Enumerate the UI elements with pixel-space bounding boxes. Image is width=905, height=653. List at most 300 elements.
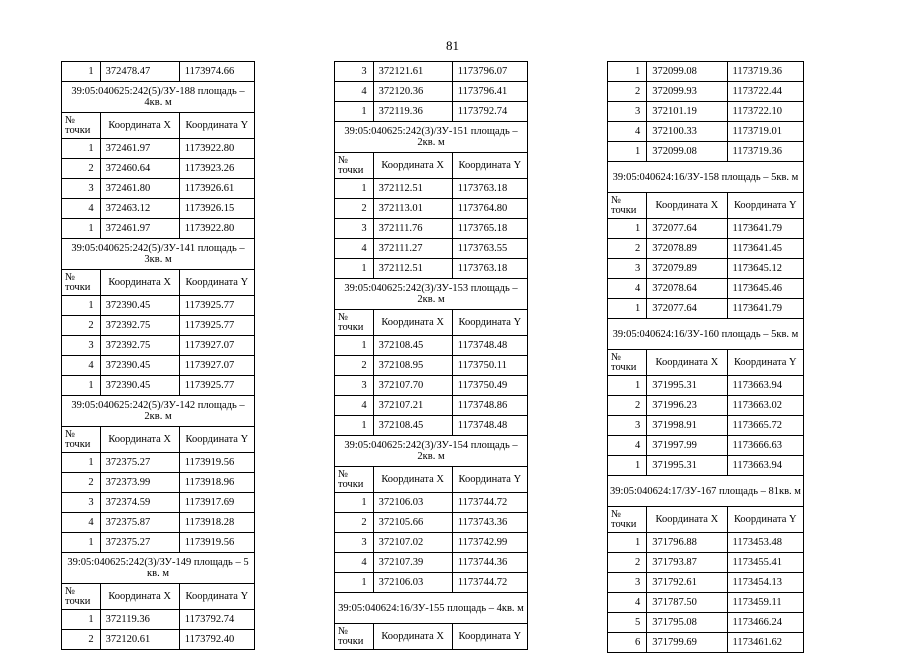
- coordinate-x: 372111.76: [373, 219, 452, 239]
- coordinate-y: 1173744.72: [452, 573, 527, 593]
- point-number: 1: [335, 493, 374, 513]
- coordinate-x: 372105.66: [373, 513, 452, 533]
- coordinate-x: 372374.59: [100, 493, 179, 513]
- header-coordinate-y: Координата Y: [727, 507, 803, 533]
- table-row: [62, 473, 255, 493]
- coordinate-x: 371793.87: [647, 553, 727, 573]
- table-row: [608, 219, 804, 239]
- coordinate-y: 1173919.56: [179, 533, 254, 553]
- coordinate-x: 371792.61: [647, 573, 727, 593]
- coordinate-x: 372107.21: [373, 396, 452, 416]
- table-row: [335, 62, 528, 82]
- header-coordinate-y: Координата Y: [179, 584, 254, 610]
- table-row: [62, 219, 255, 239]
- coordinate-y: 1173750.49: [452, 376, 527, 396]
- coordinate-x: 372120.36: [373, 82, 452, 102]
- table-row: [608, 82, 804, 102]
- coordinate-x: 372375.27: [100, 453, 179, 473]
- parcel-title-row: [335, 279, 528, 310]
- coordinate-x: 372108.95: [373, 356, 452, 376]
- point-number: 4: [62, 356, 101, 376]
- table-row: [335, 82, 528, 102]
- parcel-title: 39:05:040625:242(5)/ЗУ-141 площадь – 3кв. м: [62, 239, 255, 270]
- coordinate-y: 1173453.48: [727, 533, 803, 553]
- coordinate-y: 1173919.56: [179, 453, 254, 473]
- table-row: [335, 493, 528, 513]
- coordinate-y: 1173796.41: [452, 82, 527, 102]
- table-row: [335, 259, 528, 279]
- point-number: 1: [608, 456, 647, 476]
- coordinate-x: 372478.47: [100, 62, 179, 82]
- coordinate-x: 372101.19: [647, 102, 727, 122]
- point-number: 6: [608, 633, 647, 653]
- header-point-number: № точки: [608, 507, 647, 533]
- header-coordinate-x: Координата X: [373, 624, 452, 650]
- header-coordinate-y: Координата Y: [727, 193, 803, 219]
- coordinate-x: 372099.93: [647, 82, 727, 102]
- parcel-title-row: [335, 593, 528, 624]
- point-number: 1: [608, 376, 647, 396]
- table-row: [608, 239, 804, 259]
- table-row: [608, 299, 804, 319]
- point-number: 1: [335, 573, 374, 593]
- table-row: [62, 453, 255, 473]
- header-coordinate-x: Координата X: [373, 310, 452, 336]
- point-number: 1: [62, 453, 101, 473]
- point-number: 2: [608, 239, 647, 259]
- header-coordinate-x: Координата X: [373, 467, 452, 493]
- table-row: [608, 533, 804, 553]
- coordinate-y: 1173925.77: [179, 376, 254, 396]
- table-header-row: [62, 270, 255, 296]
- table-header-row: [62, 584, 255, 610]
- point-number: 4: [335, 82, 374, 102]
- coordinate-y: 1173796.07: [452, 62, 527, 82]
- header-coordinate-y: Координата Y: [452, 467, 527, 493]
- header-coordinate-y: Координата Y: [452, 624, 527, 650]
- point-number: 2: [608, 553, 647, 573]
- point-number: 1: [62, 296, 101, 316]
- coordinate-y: 1173663.94: [727, 456, 803, 476]
- coordinate-y: 1173455.41: [727, 553, 803, 573]
- header-coordinate-y: Координата Y: [727, 350, 803, 376]
- header-point-number: № точки: [335, 467, 374, 493]
- parcel-title-row: [608, 319, 804, 350]
- point-number: 1: [62, 610, 101, 630]
- point-number: 1: [62, 533, 101, 553]
- point-number: 2: [335, 356, 374, 376]
- header-coordinate-x: Координата X: [647, 507, 727, 533]
- coordinate-y: 1173918.28: [179, 513, 254, 533]
- table-header-row: [608, 193, 804, 219]
- table-row: [335, 356, 528, 376]
- table-row: [335, 533, 528, 553]
- point-number: 1: [62, 62, 101, 82]
- table-row: [62, 179, 255, 199]
- coordinate-y: 1173719.01: [727, 122, 803, 142]
- coordinate-y: 1173645.12: [727, 259, 803, 279]
- table-header-row: [608, 350, 804, 376]
- table-row: [62, 159, 255, 179]
- table-row: [62, 610, 255, 630]
- point-number: 1: [335, 336, 374, 356]
- coordinate-x: 372107.70: [373, 376, 452, 396]
- table-row: [335, 219, 528, 239]
- coordinate-y: 1173765.18: [452, 219, 527, 239]
- parcel-title-row: [335, 436, 528, 467]
- table-header-row: [62, 427, 255, 453]
- header-point-number: № точки: [62, 113, 101, 139]
- parcel-title: 39:05:040625:242(3)/ЗУ-153 площадь – 2кв. м: [335, 279, 528, 310]
- header-point-number: № точки: [608, 193, 647, 219]
- coordinate-y: 1173922.80: [179, 219, 254, 239]
- header-coordinate-x: Координата X: [647, 193, 727, 219]
- point-number: 3: [335, 533, 374, 553]
- point-number: 4: [335, 396, 374, 416]
- point-number: 3: [62, 493, 101, 513]
- coordinate-x: 372099.08: [647, 142, 727, 162]
- coordinate-x: 371997.99: [647, 436, 727, 456]
- table-row: [608, 102, 804, 122]
- table-row: [62, 356, 255, 376]
- parcel-title-row: [62, 82, 255, 113]
- table-row: [335, 416, 528, 436]
- coordinate-y: 1173923.26: [179, 159, 254, 179]
- coordinate-y: 1173763.55: [452, 239, 527, 259]
- coordinate-y: 1173719.36: [727, 62, 803, 82]
- table-row: [335, 573, 528, 593]
- table-row: [335, 336, 528, 356]
- coordinate-x: 372111.27: [373, 239, 452, 259]
- header-point-number: № точки: [62, 427, 101, 453]
- parcel-title-row: [608, 162, 804, 193]
- point-number: 4: [62, 199, 101, 219]
- coordinate-y: 1173748.86: [452, 396, 527, 416]
- coordinate-x: 371796.88: [647, 533, 727, 553]
- coordinate-y: 1173763.18: [452, 179, 527, 199]
- parcel-title-row: [608, 476, 804, 507]
- point-number: 2: [335, 199, 374, 219]
- coordinate-y: 1173743.36: [452, 513, 527, 533]
- table-header-row: [608, 507, 804, 533]
- parcel-title: 39:05:040625:242(3)/ЗУ-149 площадь – 5 кв. м: [62, 553, 255, 584]
- coordinate-x: 372112.51: [373, 179, 452, 199]
- parcel-title: 39:05:040624:16/ЗУ-155 площадь – 4кв. м: [335, 593, 528, 624]
- coordinate-y: 1173666.63: [727, 436, 803, 456]
- point-number: 2: [608, 396, 647, 416]
- parcel-title: 39:05:040625:242(5)/ЗУ-142 площадь – 2кв. м: [62, 396, 255, 427]
- parcel-title: 39:05:040624:16/ЗУ-158 площадь – 5кв. м: [608, 162, 804, 193]
- parcel-title: 39:05:040624:17/ЗУ-167 площадь – 81кв. м: [608, 476, 804, 507]
- header-coordinate-y: Координата Y: [179, 427, 254, 453]
- header-coordinate-x: Координата X: [373, 153, 452, 179]
- coordinate-y: 1173926.15: [179, 199, 254, 219]
- coordinate-x: 372390.45: [100, 356, 179, 376]
- parcel-title: 39:05:040625:242(3)/ЗУ-151 площадь – 2кв. м: [335, 122, 528, 153]
- page-number: 81: [446, 38, 459, 53]
- coordinate-y: 1173722.10: [727, 102, 803, 122]
- coordinate-x: 372390.45: [100, 296, 179, 316]
- point-number: 2: [608, 82, 647, 102]
- table-row: [608, 633, 804, 653]
- table-row: [62, 296, 255, 316]
- coordinate-x: 372100.33: [647, 122, 727, 142]
- coordinate-x: 372108.45: [373, 416, 452, 436]
- table-row: [62, 336, 255, 356]
- point-number: 2: [62, 630, 101, 650]
- point-number: 2: [62, 473, 101, 493]
- coordinate-y: 1173641.45: [727, 239, 803, 259]
- coordinate-x: 372461.97: [100, 219, 179, 239]
- coordinate-x: 372119.36: [100, 610, 179, 630]
- point-number: 1: [62, 376, 101, 396]
- header-point-number: № точки: [608, 350, 647, 376]
- coordinate-x: 372463.12: [100, 199, 179, 219]
- coordinate-x: 372461.97: [100, 139, 179, 159]
- header-coordinate-y: Координата Y: [452, 310, 527, 336]
- coordinate-y: 1173750.11: [452, 356, 527, 376]
- point-number: 1: [608, 142, 647, 162]
- point-number: 4: [608, 436, 647, 456]
- header-point-number: № точки: [62, 584, 101, 610]
- coordinate-x: 371995.31: [647, 456, 727, 476]
- table-row: [608, 456, 804, 476]
- coordinate-y: 1173665.72: [727, 416, 803, 436]
- point-number: 3: [608, 416, 647, 436]
- coordinate-y: 1173927.07: [179, 336, 254, 356]
- coordinate-x: 372106.03: [373, 573, 452, 593]
- coordinate-x: 372375.27: [100, 533, 179, 553]
- point-number: 2: [62, 159, 101, 179]
- header-point-number: № точки: [335, 153, 374, 179]
- point-number: 5: [608, 613, 647, 633]
- coordinate-x: 372078.64: [647, 279, 727, 299]
- header-point-number: № точки: [62, 270, 101, 296]
- point-number: 1: [608, 62, 647, 82]
- coordinate-y: 1173744.36: [452, 553, 527, 573]
- coordinate-y: 1173744.72: [452, 493, 527, 513]
- table-row: [62, 316, 255, 336]
- parcel-title: 39:05:040624:16/ЗУ-160 площадь – 5кв. м: [608, 319, 804, 350]
- coordinate-y: 1173641.79: [727, 219, 803, 239]
- point-number: 4: [608, 122, 647, 142]
- header-coordinate-y: Координата Y: [179, 113, 254, 139]
- parcel-title-row: [335, 122, 528, 153]
- coordinate-y: 1173645.46: [727, 279, 803, 299]
- coordinate-x: 371799.69: [647, 633, 727, 653]
- point-number: 1: [335, 179, 374, 199]
- point-number: 3: [608, 573, 647, 593]
- table-row: [608, 259, 804, 279]
- coordinate-x: 372078.89: [647, 239, 727, 259]
- table-row: [335, 396, 528, 416]
- table-header-row: [62, 113, 255, 139]
- coordinate-y: 1173641.79: [727, 299, 803, 319]
- coordinate-x: 372107.39: [373, 553, 452, 573]
- point-number: 3: [608, 259, 647, 279]
- coordinate-x: 371995.31: [647, 376, 727, 396]
- coordinate-x: 372106.03: [373, 493, 452, 513]
- coordinate-y: 1173722.44: [727, 82, 803, 102]
- point-number: 3: [335, 376, 374, 396]
- point-number: 2: [62, 316, 101, 336]
- table-row: [62, 139, 255, 159]
- coordinates-table: [607, 61, 804, 653]
- point-number: 1: [608, 219, 647, 239]
- coordinate-y: 1173974.66: [179, 62, 254, 82]
- coordinate-y: 1173917.69: [179, 493, 254, 513]
- coordinates-table: [61, 61, 255, 650]
- table-row: [608, 279, 804, 299]
- coordinate-y: 1173918.96: [179, 473, 254, 493]
- point-number: 1: [608, 299, 647, 319]
- header-point-number: № точки: [335, 624, 374, 650]
- coordinate-x: 372077.64: [647, 219, 727, 239]
- coordinates-table: [334, 61, 528, 650]
- table-row: [608, 593, 804, 613]
- table-row: [335, 376, 528, 396]
- coordinate-y: 1173764.80: [452, 199, 527, 219]
- coordinate-x: 372119.36: [373, 102, 452, 122]
- coordinate-x: 371996.23: [647, 396, 727, 416]
- table-row: [608, 573, 804, 593]
- table-header-row: [335, 467, 528, 493]
- point-number: 1: [62, 219, 101, 239]
- table-row: [335, 102, 528, 122]
- coordinate-x: 371998.91: [647, 416, 727, 436]
- coordinate-x: 372461.80: [100, 179, 179, 199]
- coordinate-y: 1173466.24: [727, 613, 803, 633]
- point-number: 3: [62, 179, 101, 199]
- table-row: [335, 179, 528, 199]
- point-number: 1: [608, 533, 647, 553]
- header-coordinate-x: Координата X: [647, 350, 727, 376]
- header-point-number: № точки: [335, 310, 374, 336]
- coordinate-x: 372375.87: [100, 513, 179, 533]
- coordinate-y: 1173922.80: [179, 139, 254, 159]
- point-number: 1: [335, 102, 374, 122]
- coordinate-x: 372460.64: [100, 159, 179, 179]
- point-number: 3: [608, 102, 647, 122]
- table-header-row: [335, 310, 528, 336]
- table-row: [608, 122, 804, 142]
- table-row: [608, 62, 804, 82]
- coordinate-y: 1173459.11: [727, 593, 803, 613]
- coordinate-x: 372120.61: [100, 630, 179, 650]
- header-coordinate-y: Координата Y: [179, 270, 254, 296]
- parcel-title-row: [62, 396, 255, 427]
- coordinate-x: 372108.45: [373, 336, 452, 356]
- coordinate-y: 1173719.36: [727, 142, 803, 162]
- point-number: 3: [335, 62, 374, 82]
- coordinate-x: 372107.02: [373, 533, 452, 553]
- coordinates-column-1: [61, 61, 255, 650]
- parcel-title: 39:05:040625:242(3)/ЗУ-154 площадь – 2кв. м: [335, 436, 528, 467]
- table-row: [608, 376, 804, 396]
- table-row: [335, 199, 528, 219]
- coordinate-y: 1173927.07: [179, 356, 254, 376]
- coordinate-y: 1173663.94: [727, 376, 803, 396]
- point-number: 3: [62, 336, 101, 356]
- table-header-row: [335, 624, 528, 650]
- table-row: [608, 613, 804, 633]
- coordinate-x: 371787.50: [647, 593, 727, 613]
- parcel-title-row: [62, 239, 255, 270]
- table-row: [62, 533, 255, 553]
- table-row: [608, 416, 804, 436]
- coordinate-y: 1173748.48: [452, 416, 527, 436]
- point-number: 3: [335, 219, 374, 239]
- table-row: [608, 436, 804, 456]
- coordinate-x: 372099.08: [647, 62, 727, 82]
- header-coordinate-x: Координата X: [100, 427, 179, 453]
- coordinate-x: 371795.08: [647, 613, 727, 633]
- coordinate-y: 1173926.61: [179, 179, 254, 199]
- header-coordinate-y: Координата Y: [452, 153, 527, 179]
- table-row: [62, 376, 255, 396]
- table-row: [608, 396, 804, 416]
- header-coordinate-x: Координата X: [100, 270, 179, 296]
- coordinate-x: 372373.99: [100, 473, 179, 493]
- point-number: 1: [62, 139, 101, 159]
- coordinate-x: 372077.64: [647, 299, 727, 319]
- coordinate-y: 1173792.40: [179, 630, 254, 650]
- parcel-title: 39:05:040625:242(5)/ЗУ-188 площадь – 4кв. м: [62, 82, 255, 113]
- point-number: 1: [335, 259, 374, 279]
- point-number: 4: [335, 553, 374, 573]
- header-coordinate-x: Координата X: [100, 113, 179, 139]
- header-coordinate-x: Координата X: [100, 584, 179, 610]
- table-row: [62, 513, 255, 533]
- coordinate-y: 1173925.77: [179, 316, 254, 336]
- coordinate-x: 372079.89: [647, 259, 727, 279]
- coordinate-y: 1173792.74: [179, 610, 254, 630]
- coordinate-y: 1173663.02: [727, 396, 803, 416]
- point-number: 4: [335, 239, 374, 259]
- point-number: 4: [62, 513, 101, 533]
- point-number: 2: [335, 513, 374, 533]
- point-number: 4: [608, 279, 647, 299]
- coordinate-y: 1173742.99: [452, 533, 527, 553]
- coordinate-y: 1173763.18: [452, 259, 527, 279]
- coordinates-column-2: [334, 61, 528, 650]
- coordinate-y: 1173461.62: [727, 633, 803, 653]
- coordinate-x: 372392.75: [100, 336, 179, 356]
- coordinate-x: 372121.61: [373, 62, 452, 82]
- coordinate-y: 1173925.77: [179, 296, 254, 316]
- table-row: [335, 239, 528, 259]
- table-row: [335, 553, 528, 573]
- table-header-row: [335, 153, 528, 179]
- table-row: [335, 513, 528, 533]
- table-row: [62, 199, 255, 219]
- parcel-title-row: [62, 553, 255, 584]
- coordinate-x: 372113.01: [373, 199, 452, 219]
- table-row: [62, 493, 255, 513]
- table-row: [608, 142, 804, 162]
- coordinate-y: 1173792.74: [452, 102, 527, 122]
- table-row: [62, 62, 255, 82]
- table-row: [608, 553, 804, 573]
- coordinate-x: 372392.75: [100, 316, 179, 336]
- coordinate-y: 1173748.48: [452, 336, 527, 356]
- coordinate-y: 1173454.13: [727, 573, 803, 593]
- point-number: 4: [608, 593, 647, 613]
- coordinate-x: 372390.45: [100, 376, 179, 396]
- coordinate-x: 372112.51: [373, 259, 452, 279]
- coordinates-column-3: [607, 61, 804, 653]
- point-number: 1: [335, 416, 374, 436]
